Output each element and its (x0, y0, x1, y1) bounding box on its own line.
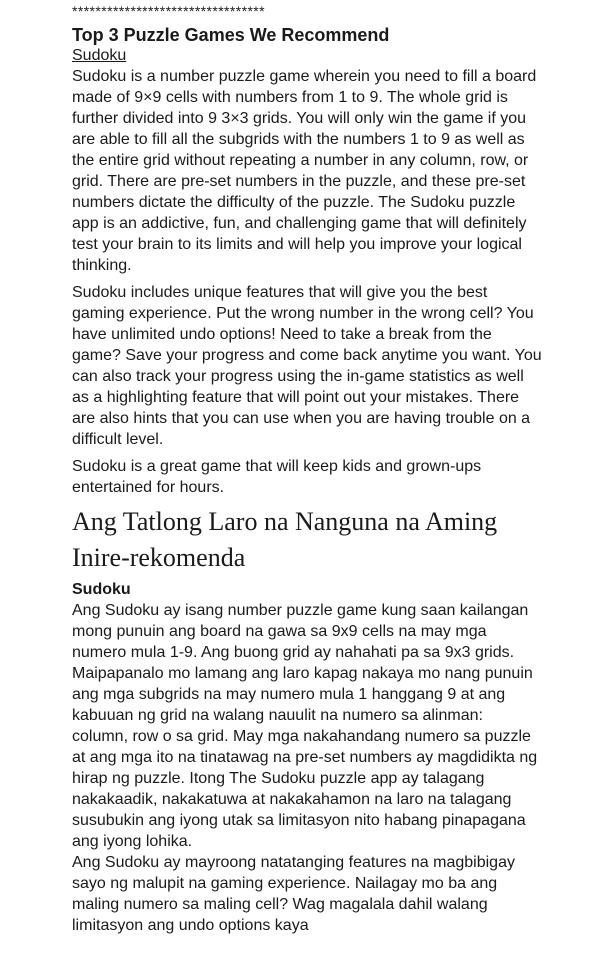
tagalog-paragraph-2: Ang Sudoku ay mayroong natatanging features na magbibigay sayo ng malupit na gaming experience. Nailagay mo ba ang maling numero sa maling cell? Wag magalala dahil walang limitasyon ang undo options kaya (72, 854, 515, 934)
english-paragraph-1: Sudoku is a number puzzle game wherein you need to fill a board made of 9×9 cells with numbers from 1 to 9. The whole grid is further divided into 9 3×3 grids. You will only win the game if you are able to fill all the subgrids with the numbers 1 to 9 as well as the entire grid without repeating a number in any column, row, or grid. There are pre-set numbers in the puzzle, and these pre-set numbers dictate the difficulty of the puzzle. The Sudoku puzzle app is an addictive, fun, and challenging game that will definitely test your brain to its limits and will help you improve your logical thinking. (72, 68, 537, 274)
tagalog-paragraph-1: Ang Sudoku ay isang number puzzle game kung saan kailangan mong punuin ang board na gawa sa 9x9 cells na may mga numero mula 1-9. Ang buong grid ay nahahati pa sa 9x3 grids. Maipapanalo mo lamang ang laro kapag nakaya mo nang punuin ang mga subgrids na may numero mula 1 hanggang 9 at ang kabuuan ng grid na walang nauulit na numero sa alinman: column, row o sa grid. May mga nakahandang numero sa puzzle at ang mga ito na tinatawag na pre-set numbers ay magdidikta ng hirap ng puzzle. Itong The Sudoku puzzle app ay talagang nakakaadik, nakakatuwa at nakakahamon na laro na talagang susubukin ang iyong utak sa limitasyon nito habang pinapagana ang iyong lohika. (72, 602, 538, 850)
separator-line: ********************************* (72, 3, 265, 19)
article (72, 0, 608, 960)
english-paragraph-2: Sudoku includes unique features that will give you the best gaming experience. Put the wrong number in the wrong cell? You have unlimited undo options! Need to take a break from the game? Save your progress and come back anytime you want. You can also track your progress using the in-game statistics as well as a highlighting feature that will point out your mistakes. There are also hints that you can use when you are having trouble on a difficult level. (72, 284, 542, 448)
english-heading: Top 3 Puzzle Games We Recommend (72, 25, 390, 45)
english-subheading: Sudoku (72, 47, 127, 64)
tagalog-subheading: Sudoku (72, 581, 131, 598)
english-paragraph-3: Sudoku is a great game that will keep kids and grown-ups entertained for hours. (72, 458, 482, 496)
tagalog-heading: Ang Tatlong Laro na Nanguna na Aming Inire-rekomenda (72, 507, 498, 572)
